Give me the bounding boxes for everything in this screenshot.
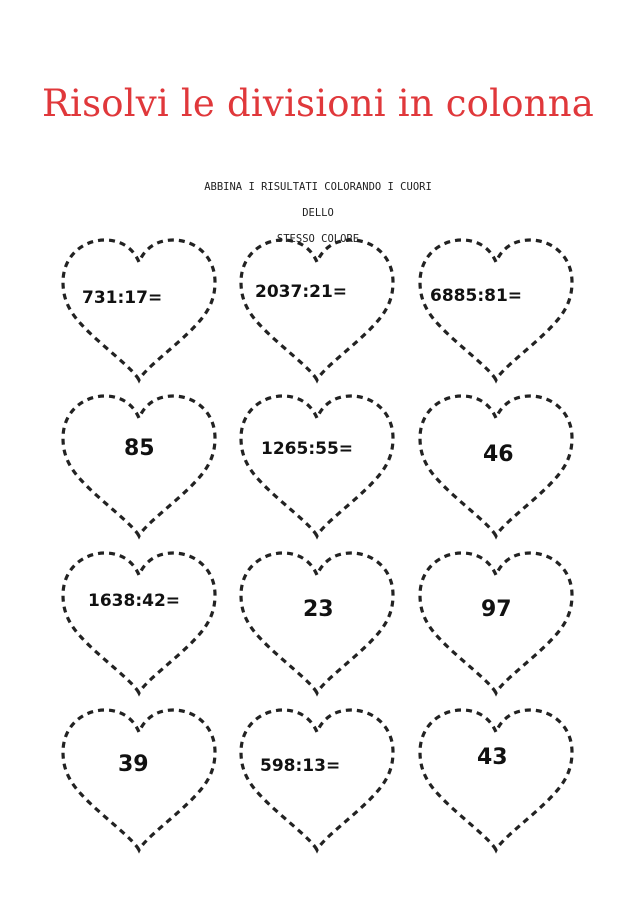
instructions-line-2: STESSO COLORE bbox=[276, 233, 360, 245]
page-title: Risolvi le divisioni in colonna bbox=[41, 82, 594, 125]
heart-outline bbox=[418, 708, 574, 854]
heart-card[interactable] bbox=[418, 394, 574, 540]
heart-text: 39 bbox=[118, 752, 149, 777]
heart-outline bbox=[239, 551, 395, 697]
heart-text: 85 bbox=[124, 436, 155, 461]
heart-text: 43 bbox=[477, 745, 508, 770]
heart-outline bbox=[239, 238, 395, 384]
heart-card[interactable] bbox=[418, 708, 574, 854]
heart-text: 598:13= bbox=[260, 756, 341, 776]
heart-outline bbox=[418, 551, 574, 697]
heart-outline bbox=[418, 394, 574, 540]
heart-text: 731:17= bbox=[82, 288, 163, 308]
heart-card[interactable] bbox=[418, 551, 574, 697]
heart-card[interactable] bbox=[61, 394, 217, 540]
heart-card[interactable] bbox=[418, 238, 574, 384]
heart-text: 6885:81= bbox=[430, 286, 523, 306]
heart-text: 97 bbox=[481, 597, 512, 622]
heart-text: 2037:21= bbox=[255, 282, 348, 302]
heart-outline bbox=[61, 551, 217, 697]
heart-outline bbox=[239, 394, 395, 540]
heart-card[interactable] bbox=[61, 551, 217, 697]
heart-outline bbox=[61, 238, 217, 384]
heart-outline bbox=[418, 238, 574, 384]
heart-outline bbox=[239, 708, 395, 854]
heart-text: 1638:42= bbox=[88, 591, 181, 611]
heart-card[interactable] bbox=[239, 394, 395, 540]
heart-card[interactable] bbox=[239, 551, 395, 697]
instructions-line-1: ABBINA I RISULTATI COLORANDO I CUORI DELLO bbox=[204, 181, 432, 219]
heart-card[interactable] bbox=[239, 238, 395, 384]
heart-outline bbox=[61, 708, 217, 854]
heart-text: 1265:55= bbox=[261, 439, 354, 459]
heart-card[interactable] bbox=[239, 708, 395, 854]
heart-card[interactable] bbox=[61, 238, 217, 384]
heart-text: 46 bbox=[483, 442, 514, 467]
heart-text: 23 bbox=[303, 597, 334, 622]
heart-card[interactable] bbox=[61, 708, 217, 854]
heart-outline bbox=[61, 394, 217, 540]
